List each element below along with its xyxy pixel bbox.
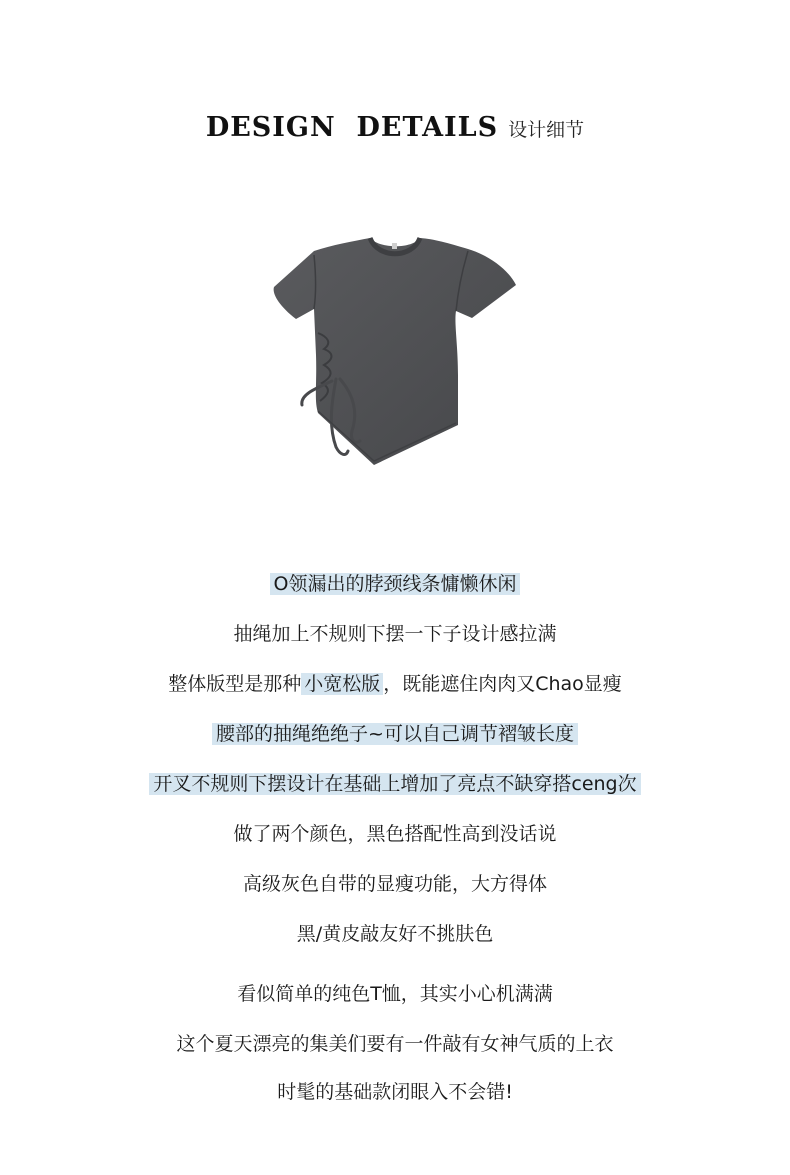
header-title-en: DESIGN DETAILS xyxy=(205,112,499,143)
detail-line-3 xyxy=(0,671,790,697)
detail-line-11 xyxy=(0,1079,790,1105)
detail-text: 抽绳加上不规则下摆一下子设计感拉满 xyxy=(233,623,557,645)
detail-line-5 xyxy=(0,771,790,797)
section-header xyxy=(0,112,790,143)
detail-text: 这个夏天漂亮的集美们要有一件敲有女神气质的上衣 xyxy=(176,1033,614,1055)
detail-text: 腰部的抽绳绝绝子~可以自己调节褶皱长度 xyxy=(212,723,578,745)
tshirt-icon xyxy=(262,225,527,475)
detail-text: 看似简单的纯色T恤，其实小心机满满 xyxy=(237,983,553,1005)
tshirt-image xyxy=(262,225,527,475)
detail-line-2 xyxy=(0,621,790,647)
detail-text: 开叉不规则下摆设计在基础上增加了亮点不缺穿搭ceng次 xyxy=(149,773,640,795)
detail-line-7 xyxy=(0,871,790,897)
detail-text: O领漏出的脖颈线条慵懒休闲 xyxy=(270,573,521,595)
detail-line-6 xyxy=(0,821,790,847)
detail-line-8 xyxy=(0,921,790,947)
detail-line-10 xyxy=(0,1031,790,1057)
detail-line-1 xyxy=(0,571,790,597)
header-title-cn: 设计细节 xyxy=(508,119,585,141)
detail-text: 做了两个颜色，黑色搭配性高到没话说 xyxy=(233,823,557,845)
detail-text-before: 整体版型是那种 xyxy=(168,673,302,695)
detail-line-4 xyxy=(0,721,790,747)
detail-text-highlight: 小宽松版 xyxy=(301,673,383,695)
detail-line-9 xyxy=(0,981,790,1007)
detail-text-after: ，既能遮住肉肉又Chao显瘦 xyxy=(383,673,622,695)
detail-text: 时髦的基础款闭眼入不会错! xyxy=(277,1081,513,1103)
detail-text: 黑/黄皮敲友好不挑肤色 xyxy=(296,923,494,945)
detail-text: 高级灰色自带的显瘦功能，大方得体 xyxy=(242,873,547,895)
